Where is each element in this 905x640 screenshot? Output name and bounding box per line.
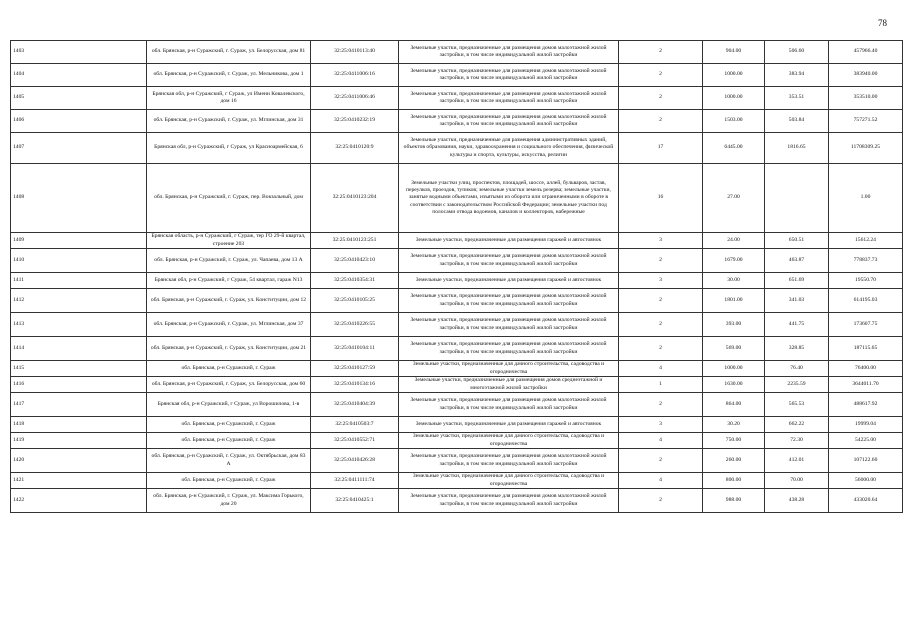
cadastral-number-cell: 32:25:0410503:7 [311,417,399,433]
area-cell: 30.20 [703,417,765,433]
row-number: 1404 [11,64,147,87]
row-number: 1416 [11,377,147,393]
cadastral-value-table [10,40,903,513]
use-group-cell: 2 [619,110,703,133]
cadastral-number-cell: 32:25:0410404:39 [311,393,399,417]
table-row [11,233,903,249]
specific-value-cell: 1816.65 [765,133,829,164]
land-use-cell: Земельные участки, предназначенные для размещения домов малоэтажной жилой застройки, в том числе индивидуальной жилой застройки [399,449,619,473]
table-row [11,164,903,233]
specific-value-cell: 441.75 [765,313,829,337]
cadastral-number-cell: 32:25:0410123:251 [311,233,399,249]
use-group-cell: 3 [619,417,703,433]
row-number: 1410 [11,249,147,273]
row-number: 1413 [11,313,147,337]
address-cell: обл. Брянская, р-н Суражский, г. Сураж, ул. Белорусская, дом 81 [147,41,311,64]
row-number: 1415 [11,361,147,377]
use-group-cell: 2 [619,393,703,417]
address-cell: обл. Брянская, р-н Суражский, г. Сураж, ул. Чапаева, дом 13 А [147,249,311,273]
specific-value-cell: 662.22 [765,417,829,433]
cadastral-value-cell: 19999.04 [829,417,903,433]
address-cell: обл. Брянская, р-н Суражский, г. Сураж, ул. Октябрьская, дом 83 А [147,449,311,473]
table-row [11,473,903,489]
area-cell: 1503.00 [703,110,765,133]
table-row [11,249,903,273]
specific-value-cell: 463.87 [765,249,829,273]
use-group-cell: 16 [619,164,703,233]
cadastral-number-cell: 32:25:0410423:10 [311,249,399,273]
cadastral-value-cell: 11708309.25 [829,133,903,164]
use-group-cell: 2 [619,249,703,273]
specific-value-cell: 383.94 [765,64,829,87]
area-cell: 750.00 [703,433,765,449]
cadastral-number-cell: 32:25:0410425:1 [311,489,399,513]
address-cell: Брянская обл, р-н Суражский, г Сураж, 54 квартал, гараж N13 [147,273,311,289]
table-row [11,449,903,473]
address-cell: обл. Брянская, р-н Суражский, г. Сураж, ул. Максима Горького, дом 20 [147,489,311,513]
cadastral-value-cell: 778837.73 [829,249,903,273]
area-cell: 27.00 [703,164,765,233]
table-row [11,313,903,337]
specific-value-cell [765,164,829,233]
cadastral-value-cell: 15612.24 [829,233,903,249]
table-row [11,64,903,87]
land-use-cell: Земельные участки улиц, проспектов, площадей, шоссе, аллей, бульваров, застав, переулков, проездов, тупиков; земельные участки земель резерва; земельные участки, занятые водными объектами, изъятыми из оборота или ограниченными в обороте в соответствии с законодательством Российской Федерации; земельные участки под полосами отвода водоемов, каналов и коллекторов, набережные [399,164,619,233]
row-number: 1405 [11,87,147,110]
specific-value-cell: 72.30 [765,433,829,449]
land-use-cell: Земельные участки, предназначенные для дачного строительства, садоводства и огородничества [399,473,619,489]
area-cell: 800.00 [703,473,765,489]
land-use-cell: Земельные участки, предназначенные для размещения домов малоэтажной жилой застройки, в том числе индивидуальной жилой застройки [399,313,619,337]
land-use-cell: Земельные участки, предназначенные для размещения домов малоэтажной жилой застройки, в том числе индивидуальной жилой застройки [399,87,619,110]
use-group-cell: 4 [619,361,703,377]
cadastral-value-cell: 54225.00 [829,433,903,449]
use-group-cell: 1 [619,377,703,393]
specific-value-cell: 651.69 [765,273,829,289]
cadastral-value-cell: 19550.70 [829,273,903,289]
area-cell: 569.00 [703,337,765,361]
cadastral-value-cell: 187115.65 [829,337,903,361]
table-row [11,87,903,110]
table-row [11,377,903,393]
land-use-cell: Земельные участки, предназначенные для размещения домов малоэтажной жилой застройки, в том числе индивидуальной жилой застройки [399,41,619,64]
land-use-cell: Земельные участки, предназначенные для дачного строительства, садоводства и огородничества [399,433,619,449]
area-cell: 1000.00 [703,64,765,87]
cadastral-number-cell: 32:25:0410123:204 [311,164,399,233]
use-group-cell: 2 [619,87,703,110]
cadastral-value-cell: 488617.92 [829,393,903,417]
cadastral-value-cell: 173607.75 [829,313,903,337]
specific-value-cell: 353.51 [765,87,829,110]
address-cell: обл. Брянская, р-н Суражский, г. Сураж, ул. Мглинская, дом 37 [147,313,311,337]
table-row [11,289,903,313]
specific-value-cell: 341.03 [765,289,829,313]
specific-value-cell: 650.51 [765,233,829,249]
area-cell: 904.00 [703,41,765,64]
address-cell: Брянская область, р-н Суражский, г Сураж, тер ГО 29-й квартал, строение 203 [147,233,311,249]
area-cell: 24.00 [703,233,765,249]
row-number: 1411 [11,273,147,289]
area-cell: 1000.00 [703,87,765,110]
address-cell: обл. Брянская, р-н Суражский, г. Сураж, ул. Конституции, дом 21 [147,337,311,361]
row-number: 1408 [11,164,147,233]
table-row [11,273,903,289]
table-row [11,133,903,164]
use-group-cell: 3 [619,233,703,249]
use-group-cell: 2 [619,64,703,87]
cadastral-value-cell: 1.00 [829,164,903,233]
address-cell: обл. Брянская, р-н Суражский, г. Сураж, ул. Белорусская, дом 60 [147,377,311,393]
cadastral-number-cell: 32:25:0410226:55 [311,313,399,337]
cadastral-value-cell: 433020.64 [829,489,903,513]
row-number: 1406 [11,110,147,133]
address-cell: обл. Брянская, р-н Суражский, г. Сураж, ул. Мельникова, дом 1 [147,64,311,87]
row-number: 1421 [11,473,147,489]
area-cell: 1801.00 [703,289,765,313]
use-group-cell: 3 [619,273,703,289]
cadastral-number-cell: 32:25:0410113:40 [311,41,399,64]
address-cell: Брянская обл, р-н Суражский, г Сураж, ул Красноармейская, 6 [147,133,311,164]
table-row [11,489,903,513]
address-cell: обл. Брянская, р-н Суражский, г. Сураж [147,361,311,377]
specific-value-cell: 328.85 [765,337,829,361]
area-cell: 6445.00 [703,133,765,164]
use-group-cell: 4 [619,433,703,449]
area-cell: 864.00 [703,393,765,417]
area-cell: 1630.00 [703,377,765,393]
cadastral-number-cell: 32:25:0411111:74 [311,473,399,489]
row-number: 1419 [11,433,147,449]
cadastral-value-cell: 107122.60 [829,449,903,473]
land-use-cell: Земельные участки, предназначенные для дачного строительства, садоводства и огородничества [399,361,619,377]
land-use-cell: Земельные участки, предназначенные для размещения домов малоэтажной жилой застройки, в том числе индивидуальной жилой застройки [399,110,619,133]
area-cell: 393.00 [703,313,765,337]
address-cell: обл. Брянская, р-н Суражский, г. Сураж [147,473,311,489]
cadastral-value-cell: 56000.00 [829,473,903,489]
table-row [11,110,903,133]
cadastral-number-cell: 32:25:0411006:16 [311,64,399,87]
row-number: 1409 [11,233,147,249]
row-number: 1412 [11,289,147,313]
land-use-cell: Земельные участки, предназначенные для размещения домов малоэтажной жилой застройки, в том числе индивидуальной жилой застройки [399,289,619,313]
page-number: 78 [878,18,887,28]
address-cell: обл. Брянская, р-н Суражский, г. Сураж, пер. Вокзальный, дом [147,164,311,233]
use-group-cell: 17 [619,133,703,164]
table-row [11,417,903,433]
cadastral-value-cell: 757271.52 [829,110,903,133]
row-number: 1420 [11,449,147,473]
specific-value-cell: 438.28 [765,489,829,513]
cadastral-number-cell: 32:25:0411006:46 [311,87,399,110]
address-cell: Брянская обл, р-н Суражский, г Сураж, ул Ворошилова, 1-в [147,393,311,417]
area-cell: 988.00 [703,489,765,513]
address-cell: обл. Брянская, р-н Суражский, г. Сураж [147,433,311,449]
cadastral-value-cell: 3644011.70 [829,377,903,393]
table-body [11,41,903,513]
use-group-cell: 4 [619,473,703,489]
cadastral-value-cell: 76400.00 [829,361,903,377]
use-group-cell: 2 [619,489,703,513]
area-cell: 260.00 [703,449,765,473]
land-use-cell: Земельные участки, предназначенные для размещения домов малоэтажной жилой застройки, в том числе индивидуальной жилой застройки [399,337,619,361]
land-use-cell: Земельные участки, предназначенные для размещения гаражей и автостоянок [399,273,619,289]
row-number: 1414 [11,337,147,361]
specific-value-cell: 70.00 [765,473,829,489]
use-group-cell: 2 [619,313,703,337]
table-row [11,337,903,361]
land-use-cell: Земельные участки, предназначенные для размещения гаражей и автостоянок [399,417,619,433]
land-use-cell: Земельные участки, предназначенные для размещения домов малоэтажной жилой застройки, в том числе индивидуальной жилой застройки [399,393,619,417]
cadastral-value-cell: 614195.03 [829,289,903,313]
specific-value-cell: 412.01 [765,449,829,473]
address-cell: обл. Брянская, р-н Суражский, г. Сураж, ул. Мглинская, дом 31 [147,110,311,133]
use-group-cell: 2 [619,41,703,64]
cadastral-value-cell: 353510.00 [829,87,903,110]
specific-value-cell: 76.40 [765,361,829,377]
cadastral-number-cell: 32:25:0410354:31 [311,273,399,289]
area-cell: 30.00 [703,273,765,289]
table-row [11,361,903,377]
cadastral-number-cell: 32:25:0410426:28 [311,449,399,473]
cadastral-number-cell: 32:25:0410552:71 [311,433,399,449]
cadastral-value-cell: 457966.40 [829,41,903,64]
area-cell: 1679.00 [703,249,765,273]
cadastral-number-cell: 32:25:0410105:25 [311,289,399,313]
cadastral-number-cell: 32:25:0410232:19 [311,110,399,133]
address-cell: Брянская обл, р-н Суражский, г Сураж, ул Имени Ковалевского, дом 16 [147,87,311,110]
cadastral-number-cell: 32:25:0410120:9 [311,133,399,164]
use-group-cell: 2 [619,337,703,361]
address-cell: обл. Брянская, р-н Суражский, г. Сураж, ул. Конституции, дом 12 [147,289,311,313]
specific-value-cell: 565.53 [765,393,829,417]
address-cell: обл. Брянская, р-н Суражский, г. Сураж [147,417,311,433]
area-cell: 1000.00 [703,361,765,377]
table-row [11,41,903,64]
land-use-cell: Земельные участки, предназначенные для размещения домов малоэтажной жилой застройки, в том числе индивидуальной жилой застройки [399,489,619,513]
row-number: 1407 [11,133,147,164]
specific-value-cell: 506.60 [765,41,829,64]
use-group-cell: 2 [619,449,703,473]
land-use-cell: Земельные участки, предназначенные для размещения гаражей и автостоянок [399,233,619,249]
cadastral-value-cell: 383940.00 [829,64,903,87]
row-number: 1403 [11,41,147,64]
specific-value-cell: 2235.59 [765,377,829,393]
land-use-cell: Земельные участки, предназначенные для размещения административных зданий, объектов образования, науки, здравоохранения и социального обеспечения, физической культуры и спорта, культуры, искусства, религии [399,133,619,164]
specific-value-cell: 503.84 [765,110,829,133]
land-use-cell: Земельные участки, предназначенные для размещения домов малоэтажной жилой застройки, в том числе индивидуальной жилой застройки [399,249,619,273]
row-number: 1418 [11,417,147,433]
table-row [11,393,903,417]
land-use-cell: Земельные участки, предназначенные для размещения домов малоэтажной жилой застройки, в том числе индивидуальной жилой застройки [399,64,619,87]
row-number: 1417 [11,393,147,417]
table-row [11,433,903,449]
use-group-cell: 2 [619,289,703,313]
cadastral-number-cell: 32:25:0410104:11 [311,337,399,361]
cadastral-number-cell: 32:25:0410134:16 [311,377,399,393]
cadastral-number-cell: 32:25:0410127:59 [311,361,399,377]
row-number: 1422 [11,489,147,513]
land-use-cell: Земельные участки, предназначенные для размещения домов среднеэтажной и многоэтажной жилой застройки [399,377,619,393]
